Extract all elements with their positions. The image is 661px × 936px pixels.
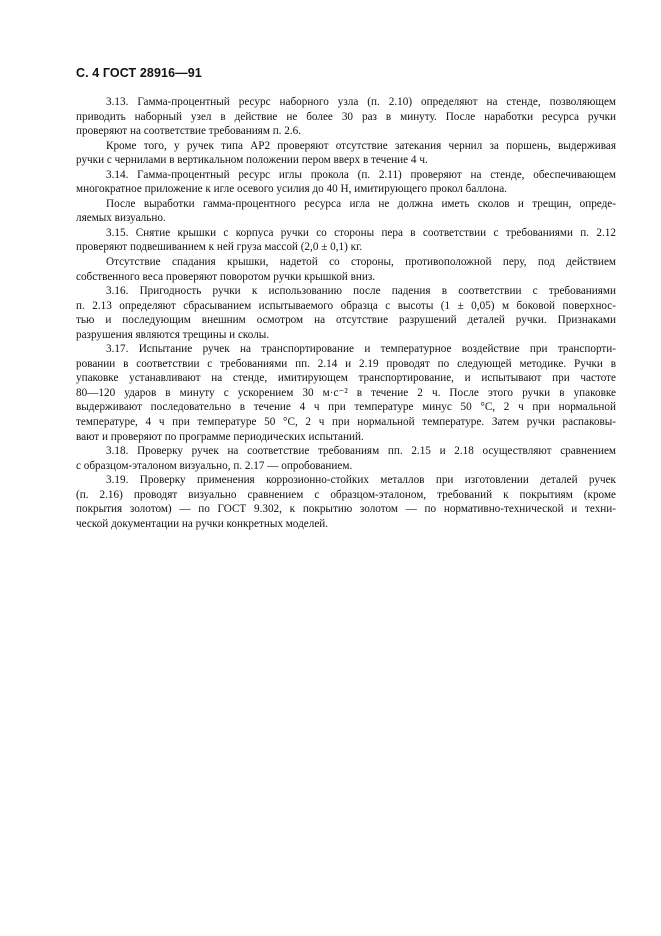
text-line: 3.15. Снятие крышки с корпуса ручки со стороны пера в соответствии с требованиями п. 2.12 bbox=[106, 226, 616, 239]
text-line: выдерживают последовательно в течение 4 ч при температуре минус 50 °С, 2 ч при нормальной bbox=[76, 401, 616, 414]
text-line: ческой документации на ручки конкретных моделей. bbox=[76, 517, 329, 530]
text-line: проверяют на соответствие требованиям п. 2.6. bbox=[76, 125, 302, 138]
text-line: с образцом-эталоном визуально, п. 2.17 — опробованием. bbox=[76, 459, 353, 472]
text-line: тью и последующим внешним осмотром на отсутствие разрушений деталей ручки. Признаками bbox=[76, 314, 616, 327]
text-line: разрушения являются трещины и сколы. bbox=[76, 328, 270, 341]
text-line: 3.13. Гамма-процентный ресурс наборного узла (п. 2.10) определяют на стенде, позволяющем bbox=[106, 96, 616, 108]
body-text bbox=[76, 95, 616, 531]
text-line: приводить наборный узел в действие не более 30 раз в минуту. После наработки ресурса ручки bbox=[76, 110, 616, 123]
text-line: 3.14. Гамма-процентный ресурс иглы прокола (п. 2.11) проверяют на стенде, обеспечивающем bbox=[106, 168, 616, 181]
text-line: Отсутствие спадания крышки, надетой со стороны, противоположной перу, под действием bbox=[106, 256, 616, 269]
text-line: ровании в соответствии с требованиями пп. 2.14 и 2.19 проводят по следующей методике. Ручки в bbox=[76, 357, 616, 370]
text-line: После выработки гамма-процентного ресурса игла не должна иметь сколов и трещин, опреде- bbox=[106, 197, 616, 210]
text-line: покрытия золотом) — по ГОСТ 9.302, к покрытию золотом — по нормативно-технической и техни- bbox=[76, 503, 616, 516]
text-line: (п. 2.16) проводят визуально сравнением с образцом-эталоном, требований к покрытиям (кроме bbox=[76, 488, 616, 501]
text-line: температуре, 4 ч при температуре 50 °С, 2 ч при нормальной температуре. Затем ручки распаковы- bbox=[76, 416, 616, 429]
text-line: собственного веса проверяют поворотом ручки крышкой вниз. bbox=[76, 270, 376, 283]
text-line: 3.18. Проверку ручек на соответствие требованиям пп. 2.15 и 2.18 осуществляют сравнением bbox=[106, 445, 616, 458]
text-line: ручки с чернилами в вертикальном положении пером вверх в течение 4 ч. bbox=[76, 154, 428, 167]
text-line: 3.17. Испытание ручек на транспортирование и температурное воздействие при транспорти- bbox=[106, 343, 616, 356]
text-line: Кроме того, у ручек типа АР2 проверяют отсутствие затекания чернил за поршень, выдерживая bbox=[106, 139, 616, 152]
page-header: С. 4 ГОСТ 28916—91 bbox=[76, 66, 202, 80]
text-line: 80—120 ударов в минуту с ускорением 30 м·с⁻² в течение 2 ч. После этого ручки в упаковке bbox=[76, 386, 616, 399]
text-line: 3.16. Пригодность ручки к использованию после падения в соответствии с требованиями bbox=[106, 285, 616, 298]
text-line: многократное приложение к игле осевого усилия до 40 Н, имитирующего прокол баллона. bbox=[76, 183, 507, 196]
text-line: вают и проверяют по программе периодических испытаний. bbox=[76, 430, 364, 443]
text-line: 3.19. Проверку применения коррозионно-стойких металлов при изготовлении деталей ручек bbox=[106, 474, 616, 487]
text-line: п. 2.13 определяют сбрасыванием испытываемого образца с высоты (1 ± 0,05) м боковой поверхнос- bbox=[76, 299, 616, 312]
text-line: упаковке устанавливают на стенде, имитирующем транспортирование, и испытывают при частоте bbox=[76, 372, 616, 385]
text-line: ляемых визуально. bbox=[76, 212, 166, 225]
text-line: проверяют подвешиванием к ней груза массой (2,0 ± 0,1) кг. bbox=[76, 241, 363, 254]
